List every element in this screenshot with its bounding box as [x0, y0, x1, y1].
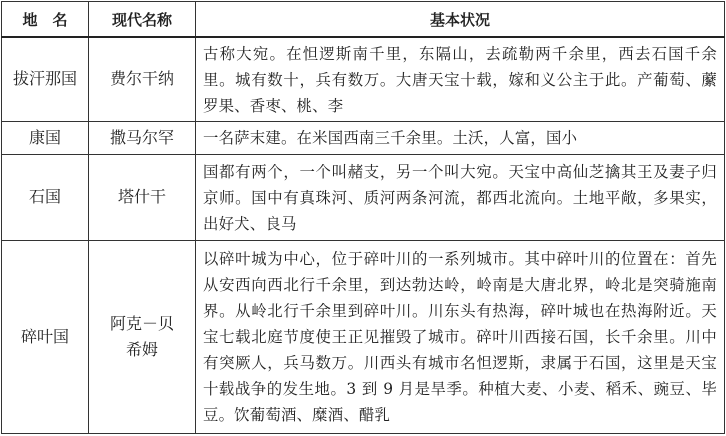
table-row: [2, 154, 725, 240]
modern-name-cell: [89, 240, 196, 433]
modern-name-cell: 撒马尔罕: [89, 121, 196, 154]
header-place-name: 地 名: [2, 2, 89, 38]
place-name-cell: 碎叶国: [2, 240, 89, 433]
description-cell: 古称大宛。在怛逻斯南千里，东隔山，去疏勒两千余里，西去石国千余里。城有数十，兵有数万。大唐天宝十载，嫁和义公主于此。产葡萄、䕷罗果、香枣、桃、李: [196, 37, 725, 121]
place-name-cell: 石国: [2, 154, 89, 240]
header-modern-name: 现代名称: [89, 2, 196, 38]
place-name-cell: 康国: [2, 121, 89, 154]
table-header-row: [2, 2, 725, 38]
table-row: [2, 121, 725, 154]
region-table: [1, 1, 725, 434]
description-cell: 国都有两个，一个叫赭支，另一个叫大宛。天宝中高仙芝擒其王及妻子归京师。国中有真珠河、质河两条河流，都西北流向。土地平敞，多果实，出好犬、良马: [196, 154, 725, 240]
table-row: [2, 240, 725, 433]
description-cell: 以碎叶城为中心，位于碎叶川的一系列城市。其中碎叶川的位置在：首先从安西向西北行千余里，到达勃达岭，岭南是大唐北界，岭北是突骑施南界。从岭北行千余里到碎叶川。川东头有热海，碎叶城也在热海附近。天宝七载北庭节度使王正见摧毁了城市。碎叶川西接石国，长千余里。川中有突厥人，兵马数万。川西头有城市名怛逻斯，隶属于石国，这里是天宝十载战争的发生地。3 到 9 月是旱季。种植大麦、小麦、稻禾、豌豆、毕豆。饮葡萄酒、糜酒、醋乳: [196, 240, 725, 433]
modern-name-text: 阿克－贝希姆: [109, 313, 174, 359]
table-row: [2, 37, 725, 121]
place-name-cell: 拔汗那国: [2, 37, 89, 121]
modern-name-cell: 费尔干纳: [89, 37, 196, 121]
header-basic-status: 基本状况: [196, 2, 725, 38]
description-cell: 一名萨末建。在米国西南三千余里。土沃，人富，国小: [196, 121, 725, 154]
modern-name-cell: 塔什干: [89, 154, 196, 240]
